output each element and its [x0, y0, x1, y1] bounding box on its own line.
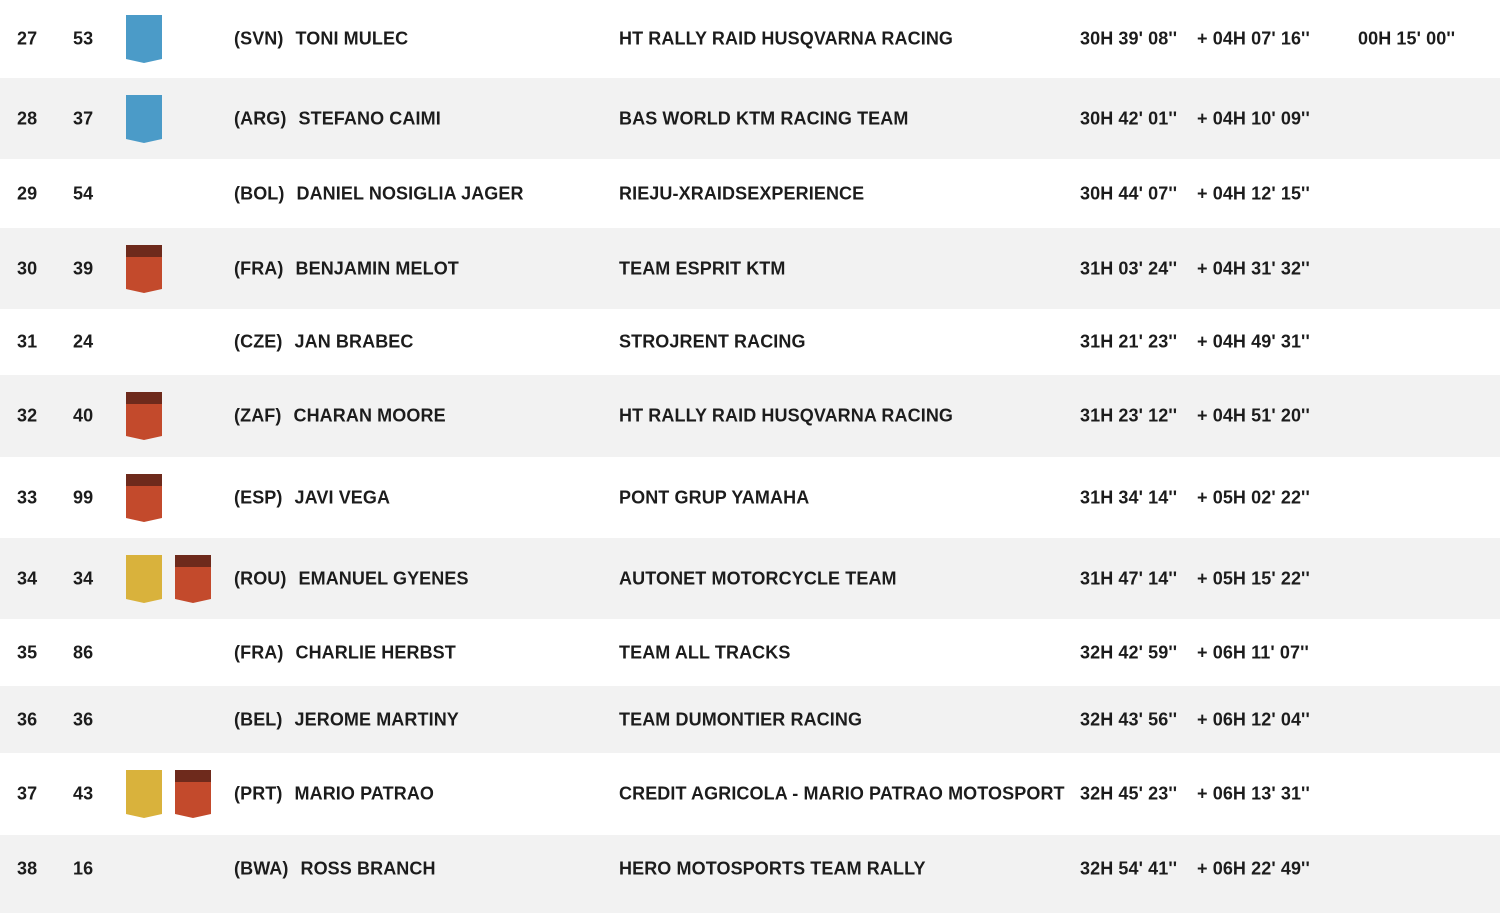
red-flag-icon — [175, 555, 211, 603]
team-cell: BAS WORLD KTM RACING TEAM — [619, 108, 909, 128]
rider-name[interactable]: DANIEL NOSIGLIA JAGER — [296, 183, 524, 203]
rider-cell — [234, 487, 390, 508]
time-cell: 30H 42' 01'' — [1080, 108, 1178, 128]
time-cell: 31H 47' 14'' — [1080, 568, 1178, 588]
table-row[interactable] — [0, 457, 1500, 538]
table-row[interactable] — [0, 228, 1500, 309]
rider-cell — [234, 568, 469, 589]
time-cell: 31H 03' 24'' — [1080, 258, 1178, 278]
rider-name[interactable]: EMANUEL GYENES — [298, 568, 469, 588]
table-row[interactable] — [0, 78, 1500, 159]
blue-flag-icon — [126, 95, 162, 143]
penalty-cell: 00H 15' 00'' — [1358, 28, 1456, 49]
rider-cell — [234, 709, 459, 730]
gap-cell: + 04H 51' 20'' — [1197, 405, 1310, 426]
position-cell: 35 — [17, 642, 38, 662]
time-cell: 31H 34' 14'' — [1080, 487, 1178, 507]
gap-cell: + 05H 15' 22'' — [1197, 568, 1310, 588]
bib-number-cell: 53 — [73, 28, 94, 49]
country-code: (ARG) — [234, 108, 287, 128]
position-cell: 37 — [17, 783, 38, 804]
rider-cell — [234, 332, 414, 353]
team-cell: STROJRENT RACING — [619, 331, 806, 352]
bib-number-cell: 36 — [73, 709, 94, 729]
table-row[interactable] — [0, 686, 1500, 753]
gap-cell: + 06H 22' 49'' — [1197, 858, 1310, 879]
red-flag-icon — [175, 770, 211, 818]
gap-cell: + 04H 31' 32'' — [1197, 258, 1310, 278]
time-cell: 32H 42' 59'' — [1080, 642, 1178, 662]
position-cell: 33 — [17, 487, 38, 507]
time-cell: 30H 44' 07'' — [1080, 183, 1178, 203]
badge-group — [126, 474, 216, 522]
country-code: (ZAF) — [234, 405, 282, 426]
rider-cell — [234, 859, 436, 880]
badge-group — [126, 555, 216, 603]
rider-name[interactable]: STEFANO CAIMI — [298, 108, 441, 128]
badge-group — [126, 770, 216, 818]
table-row[interactable] — [0, 835, 1500, 903]
team-cell: CREDIT AGRICOLA - MARIO PATRAO MOTOSPORT — [619, 783, 1065, 804]
rider-name[interactable]: CHARAN MOORE — [293, 405, 446, 426]
bib-number-cell: 86 — [73, 642, 94, 662]
time-cell: 31H 23' 12'' — [1080, 405, 1178, 426]
table-row[interactable] — [0, 159, 1500, 228]
position-cell: 31 — [17, 331, 38, 352]
team-cell: HT RALLY RAID HUSQVARNA RACING — [619, 405, 954, 426]
gold-flag-icon — [126, 770, 162, 818]
badge-group — [126, 392, 216, 440]
rider-name[interactable]: JEROME MARTINY — [294, 709, 459, 729]
rider-name[interactable]: ROSS BRANCH — [300, 858, 436, 879]
team-cell: TEAM ESPRIT KTM — [619, 258, 786, 278]
table-row[interactable] — [0, 375, 1500, 457]
position-cell: 32 — [17, 405, 38, 426]
country-code: (FRA) — [234, 642, 284, 662]
table-row[interactable] — [0, 753, 1500, 835]
country-code: (SVN) — [234, 28, 284, 49]
blue-flag-icon — [126, 15, 162, 63]
rider-cell — [234, 183, 524, 204]
team-cell: RIEJU-XRAIDSEXPERIENCE — [619, 183, 865, 203]
bib-number-cell: 16 — [73, 858, 94, 879]
bib-number-cell: 24 — [73, 331, 94, 352]
rider-cell — [234, 406, 446, 427]
badge-group — [126, 95, 216, 143]
country-code: (CZE) — [234, 331, 283, 352]
country-code: (ESP) — [234, 487, 283, 507]
gap-cell: + 04H 49' 31'' — [1197, 331, 1310, 352]
time-cell: 30H 39' 08'' — [1080, 28, 1178, 49]
team-cell: HERO MOTOSPORTS TEAM RALLY — [619, 858, 926, 879]
bib-number-cell: 40 — [73, 405, 94, 426]
country-code: (BOL) — [234, 183, 285, 203]
rider-cell — [234, 29, 408, 50]
gap-cell: + 04H 10' 09'' — [1197, 108, 1310, 128]
team-cell: TEAM ALL TRACKS — [619, 642, 791, 662]
bib-number-cell: 37 — [73, 108, 94, 128]
rider-cell — [234, 108, 441, 129]
country-code: (PRT) — [234, 783, 283, 804]
badge-group — [126, 15, 216, 63]
gap-cell: + 04H 07' 16'' — [1197, 28, 1310, 49]
team-cell: HT RALLY RAID HUSQVARNA RACING — [619, 28, 954, 49]
gap-cell: + 06H 13' 31'' — [1197, 783, 1310, 804]
red-flag-icon — [126, 245, 162, 293]
country-code: (FRA) — [234, 258, 284, 278]
gold-flag-icon — [126, 555, 162, 603]
red-flag-icon — [126, 392, 162, 440]
position-cell: 29 — [17, 183, 38, 203]
position-cell: 34 — [17, 568, 38, 588]
rider-name[interactable]: BENJAMIN MELOT — [295, 258, 459, 278]
rider-name[interactable]: MARIO PATRAO — [294, 783, 435, 804]
bib-number-cell: 39 — [73, 258, 94, 278]
country-code: (BWA) — [234, 858, 289, 879]
bib-number-cell: 34 — [73, 568, 94, 588]
position-cell: 27 — [17, 28, 38, 49]
team-cell: PONT GRUP YAMAHA — [619, 487, 810, 507]
table-row[interactable] — [0, 309, 1500, 375]
table-row[interactable] — [0, 903, 1500, 913]
position-cell: 36 — [17, 709, 38, 729]
gap-cell: + 06H 11' 07'' — [1197, 642, 1309, 662]
table-row[interactable] — [0, 0, 1500, 78]
rider-name[interactable]: JAVI VEGA — [294, 487, 391, 507]
table-row[interactable] — [0, 619, 1500, 686]
rider-cell — [234, 784, 434, 805]
bib-number-cell: 43 — [73, 783, 94, 804]
position-cell: 30 — [17, 258, 38, 278]
time-cell: 32H 43' 56'' — [1080, 709, 1178, 729]
red-flag-icon — [126, 474, 162, 522]
position-cell: 28 — [17, 108, 38, 128]
gap-cell: + 05H 02' 22'' — [1197, 487, 1310, 507]
bib-number-cell: 54 — [73, 183, 94, 203]
time-cell: 32H 45' 23'' — [1080, 783, 1178, 804]
rider-cell — [234, 642, 456, 663]
bib-number-cell: 99 — [73, 487, 94, 507]
gap-cell: + 06H 12' 04'' — [1197, 709, 1310, 729]
gap-cell: + 04H 12' 15'' — [1197, 183, 1310, 203]
time-cell: 32H 54' 41'' — [1080, 858, 1178, 879]
table-row[interactable] — [0, 538, 1500, 619]
position-cell: 38 — [17, 858, 38, 879]
team-cell: TEAM DUMONTIER RACING — [619, 709, 863, 729]
rider-cell — [234, 258, 459, 279]
rider-name[interactable]: CHARLIE HERBST — [295, 642, 456, 662]
team-cell: AUTONET MOTORCYCLE TEAM — [619, 568, 897, 588]
country-code: (BEL) — [234, 709, 283, 729]
rider-name[interactable]: TONI MULEC — [295, 28, 409, 49]
badge-group — [126, 245, 216, 293]
rider-name[interactable]: JAN BRABEC — [294, 331, 414, 352]
country-code: (ROU) — [234, 568, 287, 588]
time-cell: 31H 21' 23'' — [1080, 331, 1178, 352]
